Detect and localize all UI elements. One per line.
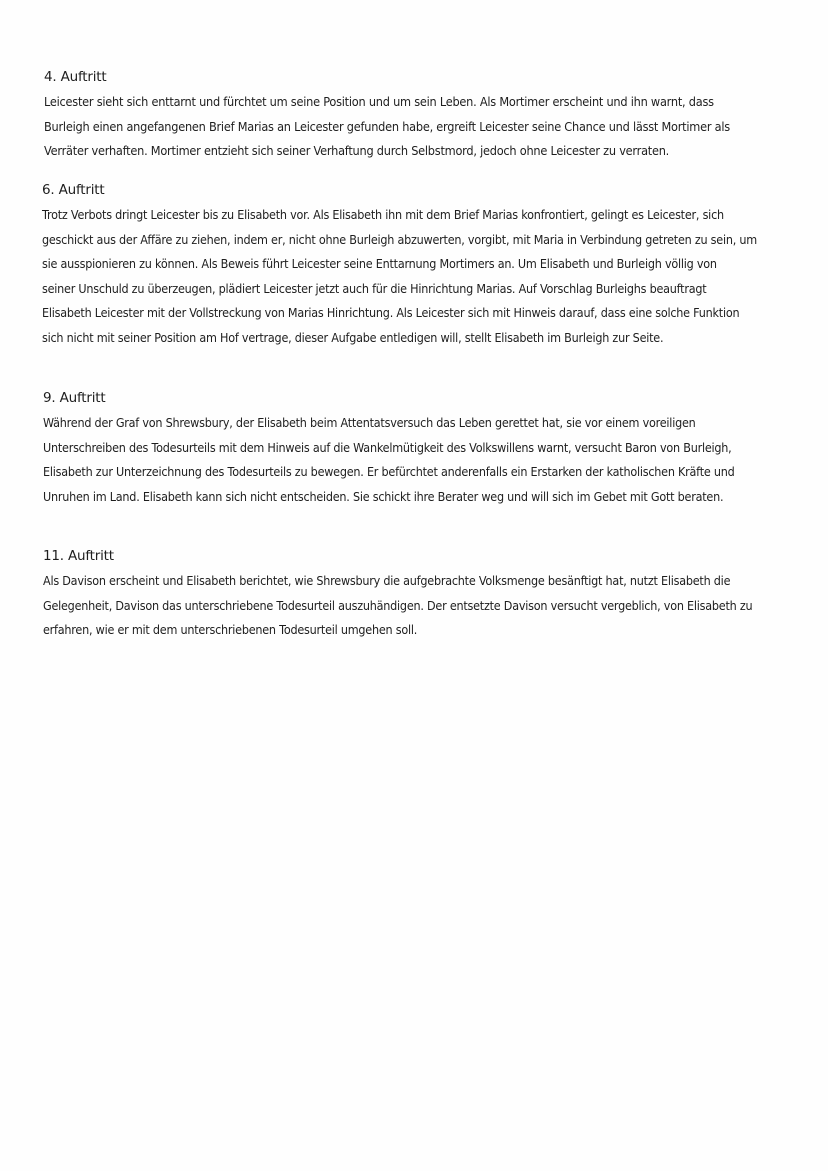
paragraph-line: Elisabeth Leicester mit der Vollstreckung von Marias Hinrichtung. Als Leicester sich mit Hinweis darauf, dass eine solche Funktion bbox=[42, 306, 740, 321]
paragraph-line: Verräter verhaften. Mortimer entzieht sich seiner Verhaftung durch Selbstmord, jedoch ohne Leicester zu verraten. bbox=[44, 144, 670, 159]
paragraph-line: Unterschreiben des Todesurteils mit dem Hinweis auf die Wankelmütigkeit des Volkswillens warnt, versucht Baron von Burleigh, bbox=[43, 440, 732, 455]
paragraph-line: Trotz Verbots dringt Leicester bis zu Elisabeth vor. Als Elisabeth ihn mit dem Brief Marias konfrontiert, gelingt es Leicester, sich bbox=[42, 208, 724, 222]
paragraph-line: erfahren, wie er mit dem unterschriebenen Todesurteil umgehen soll. bbox=[43, 623, 418, 638]
paragraph-line: Burleigh einen angefangenen Brief Marias an Leicester gefunden habe, ergreift Leicester seine Chance und lässt Mortimer als bbox=[44, 119, 730, 134]
paragraph-line: Elisabeth zur Unterzeichnung des Todesurteils zu bewegen. Er befürchtet anderenfalls ein Erstarken der katholischen Kräfte und bbox=[43, 465, 735, 480]
section-heading: 9. Auftritt bbox=[43, 390, 106, 406]
paragraph-line: Leicester sieht sich enttarnt und fürchtet um seine Position und um sein Leben. Als Mortimer erscheint und ihn warnt, dass bbox=[44, 95, 714, 109]
section-11-auftritt bbox=[43, 544, 793, 643]
paragraph-line: Während der Graf von Shrewsbury, der Elisabeth beim Attentatsversuch das Leben gerettet hat, sie vor einem voreiligen bbox=[43, 416, 696, 430]
paragraph-line: Unruhen im Land. Elisabeth kann sich nicht entscheiden. Sie schickt ihre Berater weg und will sich im Gebet mit Gott beraten. bbox=[43, 489, 724, 504]
paragraph-line: sie ausspionieren zu können. Als Beweis führt Leicester seine Enttarnung Mortimers an. Um Elisabeth und Burleigh völlig von bbox=[42, 257, 717, 272]
paragraph-line: geschickt aus der Affäre zu ziehen, indem er, nicht ohne Burleigh abzuwerten, vorgibt, mit Maria in Verbindung getreten zu sein, um bbox=[42, 232, 757, 247]
section-heading: 11. Auftritt bbox=[43, 548, 114, 564]
section-9-auftritt bbox=[43, 386, 793, 509]
section-heading: 4. Auftritt bbox=[44, 69, 107, 85]
paragraph-line: Gelegenheit, Davison das unterschriebene Todesurteil auszuhändigen. Der entsetzte Davison versucht vergeblich, von Elisabeth zu bbox=[43, 598, 753, 613]
paragraph-line: seiner Unschuld zu überzeugen, plädiert Leicester jetzt auch für die Hinrichtung Marias. Auf Vorschlag Burleighs beauftragt bbox=[42, 281, 707, 296]
paragraph-line: Als Davison erscheint und Elisabeth berichtet, wie Shrewsbury die aufgebrachte Volksmenge besänftigt hat, nutzt Elisabeth die bbox=[43, 574, 731, 588]
paragraph-line: sich nicht mit seiner Position am Hof vertrage, dieser Aufgabe entledigen will, stellt Elisabeth im Burleigh zur Seite. bbox=[42, 330, 664, 345]
section-heading: 6. Auftritt bbox=[42, 182, 105, 198]
section-4-auftritt bbox=[44, 65, 794, 164]
section-6-auftritt bbox=[42, 178, 792, 351]
